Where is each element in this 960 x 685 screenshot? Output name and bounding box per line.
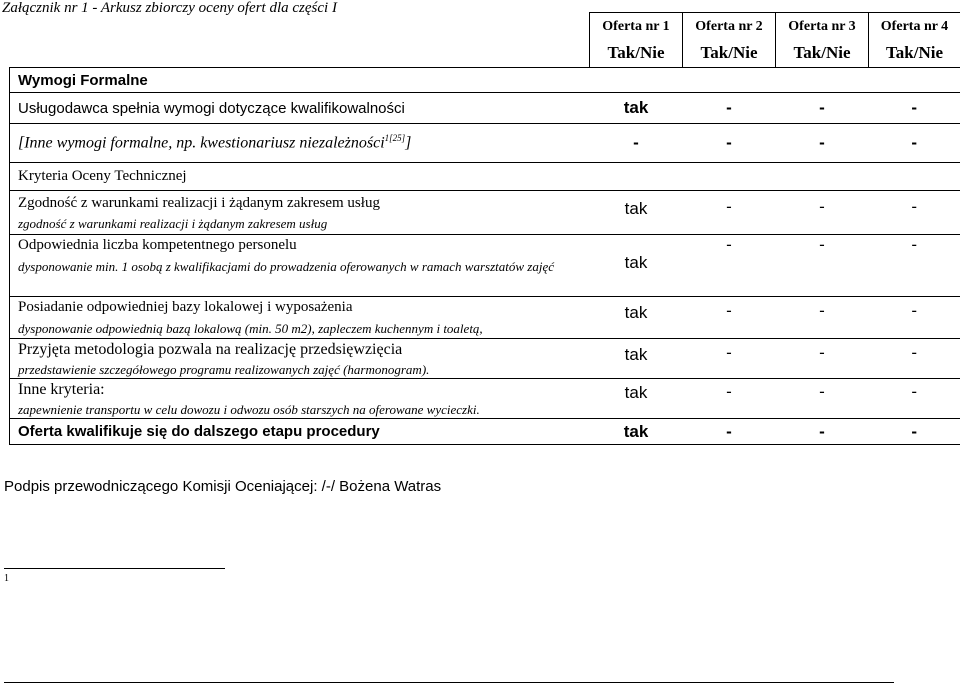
criterion-4-value-4: - [869, 339, 960, 379]
offer-header-3: Oferta nr 3 Tak/Nie [776, 13, 869, 68]
offer-header-1: Oferta nr 1 Tak/Nie [590, 13, 683, 68]
criterion-5-label: Inne kryteria: [18, 381, 105, 398]
criterion-3-detail: dysponowanie odpowiednią bazą lokalową (min. 50 m2), zapleczem kuchennym i toaletą, [18, 321, 483, 336]
criterion-1-value-4: - [869, 191, 960, 235]
criterion-1-value-3: - [776, 191, 869, 235]
formal-row-2-value-2: - [683, 124, 776, 163]
footnote-ref: 1[25] [384, 133, 406, 144]
evaluation-table [9, 12, 960, 445]
criterion-3-value-2: - [683, 297, 776, 339]
criterion-5-value-2: - [683, 379, 776, 419]
formal-row-2 [10, 124, 960, 163]
criterion-2-value-3: - [776, 235, 869, 297]
formal-row-1-value-2: - [683, 93, 776, 124]
criterion-4-value-3: - [776, 339, 869, 379]
criterion-1-cell [10, 191, 590, 235]
formal-row-2-label: [Inne wymogi formalne, np. kwestionariusz niezależności$^{1[25]}$] [10, 124, 590, 163]
signature-line: Podpis przewodniczącego Komisji Oceniającej: /-/ Bożena Watras [4, 478, 442, 495]
qualifies-row [10, 419, 960, 445]
offer-header-2: Oferta nr 2 Tak/Nie [683, 13, 776, 68]
criterion-5-cell [10, 379, 590, 419]
criterion-row-2 [10, 235, 960, 297]
criterion-2-value-4: - [869, 235, 960, 297]
criterion-3-value-3: - [776, 297, 869, 339]
formal-row-2-value-3: - [776, 124, 869, 163]
criterion-2-value-1: tak [590, 235, 683, 297]
formal-row-2-value-1: - [590, 124, 683, 163]
criterion-3-cell [10, 297, 590, 339]
formal-row-1-label: Usługodawca spełnia wymogi dotyczące kwalifikowalności [10, 93, 590, 124]
criterion-1-value-2: - [683, 191, 776, 235]
section-row-formal [10, 68, 960, 93]
qualifies-value-2: - [683, 419, 776, 445]
formal-row-1-value-4: - [869, 93, 960, 124]
section-heading-technical: Kryteria Oceny Technicznej [10, 163, 960, 191]
footnote-number: 1 [4, 573, 9, 584]
formal-row-1-value-1: tak [590, 93, 683, 124]
criterion-row-1 [10, 191, 960, 235]
criterion-4-value-2: - [683, 339, 776, 379]
criterion-row-5 [10, 379, 960, 419]
criterion-3-value-1: tak [590, 297, 683, 339]
section-row-technical [10, 163, 960, 191]
criterion-5-detail: zapewnienie transportu w celu dowozu i odwozu osób starszych na oferowane wycieczki. [18, 402, 480, 417]
criterion-4-cell [10, 339, 590, 379]
criterion-3-label: Posiadanie odpowiedniej bazy lokalowej i wyposażenia [18, 299, 353, 315]
header-blank [10, 13, 590, 68]
criterion-5-value-1: tak [590, 379, 683, 419]
footnote-separator [4, 568, 225, 569]
criterion-row-3 [10, 297, 960, 339]
criterion-2-label: Odpowiednia liczba kompetentnego personelu [18, 237, 297, 253]
formal-row-2-value-4: - [869, 124, 960, 163]
qualifies-label: Oferta kwalifikuje się do dalszego etapu procedury [10, 419, 590, 445]
criterion-4-value-1: tak [590, 339, 683, 379]
section-heading-formal: Wymogi Formalne [10, 68, 960, 93]
page-bottom-rule [4, 682, 894, 683]
criterion-1-value-1: tak [590, 191, 683, 235]
qualifies-value-4: - [869, 419, 960, 445]
qualifies-value-1: tak [590, 419, 683, 445]
criterion-2-value-2: - [683, 235, 776, 297]
formal-row-1 [10, 93, 960, 124]
criterion-1-label: Zgodność z warunkami realizacji i żądanym zakresem usług [18, 195, 380, 211]
offers-header-row [10, 13, 960, 68]
formal-row-1-value-3: - [776, 93, 869, 124]
qualifies-value-3: - [776, 419, 869, 445]
criterion-2-cell [10, 235, 590, 297]
criterion-4-label: Przyjęta metodologia pozwala na realizację przedsięwzięcia [18, 341, 403, 358]
criterion-5-value-4: - [869, 379, 960, 419]
criterion-row-4 [10, 339, 960, 379]
criterion-2-detail: dysponowanie min. 1 osobą z kwalifikacjami do prowadzenia oferowanych w ramach warsztatów zajęć [18, 259, 554, 274]
page-title: Załącznik nr 1 - Arkusz zbiorczy oceny ofert dla części I [2, 0, 337, 16]
offer-header-4: Oferta nr 4 Tak/Nie [869, 13, 960, 68]
criterion-1-detail: zgodność z warunkami realizacji i żądanym zakresem usług [18, 216, 328, 231]
criterion-3-value-4: - [869, 297, 960, 339]
criterion-5-value-3: - [776, 379, 869, 419]
criterion-4-detail: przedstawienie szczegółowego programu realizowanych zajęć (harmonogram). [18, 362, 430, 377]
